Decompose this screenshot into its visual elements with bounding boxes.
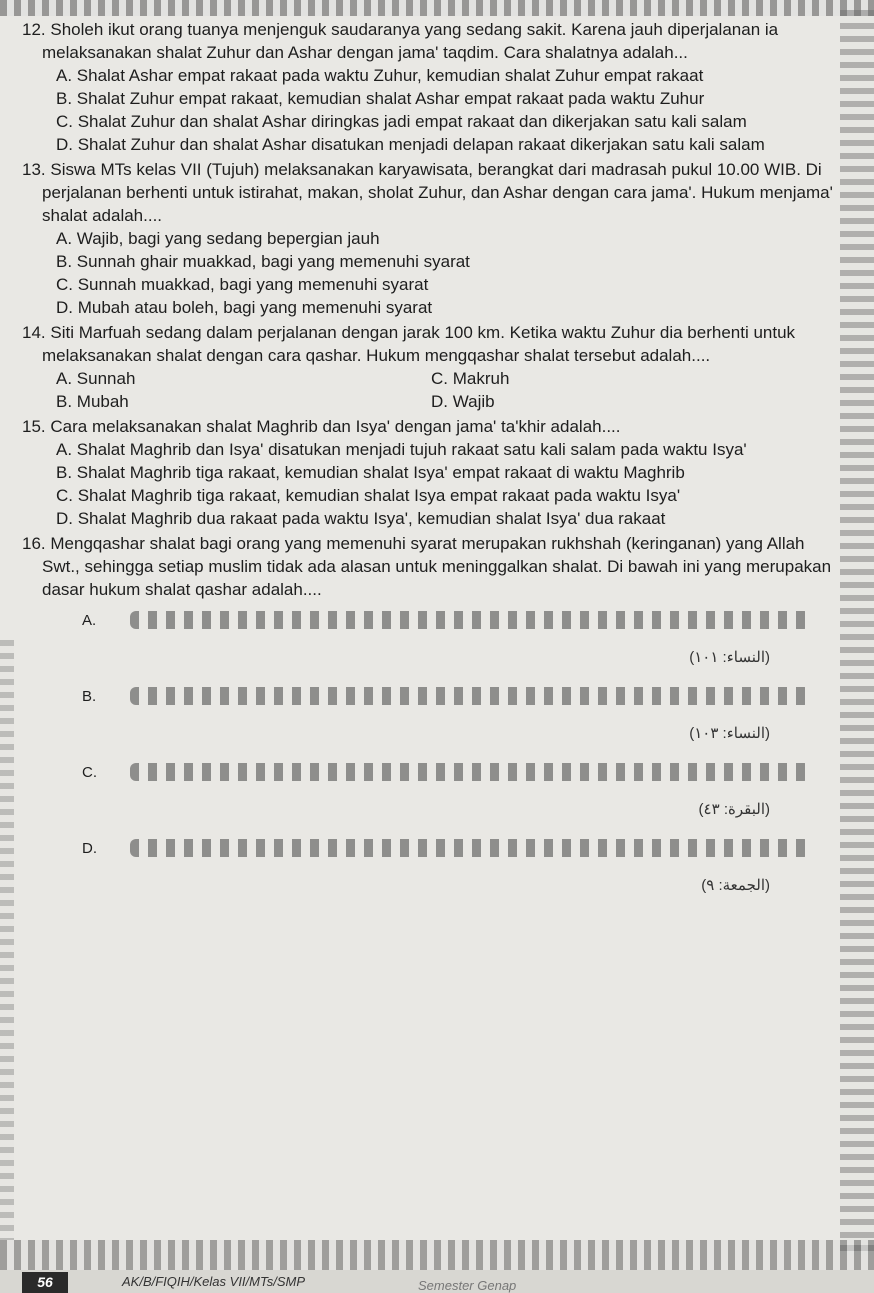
question-text: 15. Cara melaksanakan shalat Maghrib dan Isya' dengan jama' ta'khir adalah.... xyxy=(22,417,621,436)
option-d[interactable]: D. Wajib xyxy=(431,392,495,411)
question-text: 12. Sholeh ikut orang tuanya menjenguk saudaranya yang sedang sakit. Karena jauh diperjalanan ia melaksanakan shalat Zuhur dan Ashar dengan jama' taqdim. Cara shalatnya adalah... xyxy=(22,20,779,62)
option-row xyxy=(22,390,840,413)
question-16 xyxy=(22,532,840,905)
option-c[interactable]: C. Sunnah muakkad, bagi yang memenuhi syarat xyxy=(56,275,429,294)
question-12 xyxy=(22,18,840,156)
option-a[interactable]: A. Sunnah xyxy=(56,369,136,388)
question-text: 16. Mengqashar shalat bagi orang yang memenuhi syarat merupakan rukhshah (keringanan) yang Allah Swt., sehingga setiap muslim tidak ada alasan untuk meninggalkan shalat. Di bawah ini yang merupakan dasar hukum shalat qashar adalah.... xyxy=(22,534,832,599)
verse-reference: (الجمعة: ٩) xyxy=(701,877,770,894)
option-c[interactable]: C. Shalat Maghrib tiga rakaat, kemudian shalat Isya empat rakaat pada waktu Isya' xyxy=(56,486,681,505)
verse-reference: (النساء: ١٠١) xyxy=(689,649,770,666)
option-b[interactable]: B. Shalat Maghrib tiga rakaat, kemudian shalat Isya' empat rakaat di waktu Maghrib xyxy=(56,463,685,482)
option-b[interactable]: B. Sunnah ghair muakkad, bagi yang memenuhi syarat xyxy=(56,252,470,271)
footer-semester: Semester Genap xyxy=(418,1278,517,1293)
option-d[interactable]: D. Shalat Maghrib dua rakaat pada waktu Isya', kemudian shalat Isya' dua rakaat xyxy=(56,509,666,528)
verse-reference: (البقرة: ٤٣) xyxy=(698,801,770,818)
question-text: 14. Siti Marfuah sedang dalam perjalanan dengan jarak 100 km. Ketika waktu Zuhur dia berhenti untuk melaksanakan shalat dengan cara qashar. Hukum mengqashar shalat tersebut adalah.... xyxy=(22,323,796,365)
option-label: D. xyxy=(82,839,97,857)
page-number: 56 xyxy=(22,1272,68,1293)
option-b[interactable] xyxy=(22,677,840,715)
footer-code: AK/B/FIQIH/Kelas VII/MTs/SMP xyxy=(122,1274,306,1289)
option-d[interactable]: D. Mubah atau boleh, bagi yang memenuhi syarat xyxy=(56,298,433,317)
option-b[interactable]: B. Shalat Zuhur empat rakaat, kemudian shalat Ashar empat rakaat pada waktu Zuhur xyxy=(56,89,705,108)
decorative-border-left xyxy=(0,640,14,1240)
question-15 xyxy=(22,415,840,530)
option-c[interactable] xyxy=(22,753,840,791)
question-13 xyxy=(22,158,840,319)
arabic-verse xyxy=(130,839,810,857)
option-a[interactable]: A. Shalat Maghrib dan Isya' disatukan menjadi tujuh rakaat satu kali salam pada waktu Isya' xyxy=(56,440,747,459)
question-text: 13. Siswa MTs kelas VII (Tujuh) melaksanakan karyawisata, berangkat dari madrasah pukul 10.00 WIB. Di perjalanan berhenti untuk istirahat, makan, sholat Zuhur, dan Ashar dengan cara jama'. Hukum menjama' shalat adalah.... xyxy=(22,160,833,225)
question-14 xyxy=(22,321,840,413)
option-label: C. xyxy=(82,763,97,781)
option-d[interactable] xyxy=(22,829,840,867)
option-d[interactable]: D. Shalat Zuhur dan shalat Ashar disatukan menjadi delapan rakaat dikerjakan satu kali salam xyxy=(56,135,765,154)
question-list xyxy=(22,12,840,907)
option-a[interactable] xyxy=(22,601,840,639)
option-label: B. xyxy=(82,687,97,705)
arabic-verse xyxy=(130,687,810,705)
option-label: A. xyxy=(82,611,97,629)
option-b[interactable]: B. Mubah xyxy=(56,392,129,411)
decorative-border-right xyxy=(840,10,874,1255)
option-c[interactable]: C. Makruh xyxy=(431,369,510,388)
decorative-border-bottom xyxy=(0,1240,874,1270)
option-c[interactable]: C. Shalat Zuhur dan shalat Ashar diringkas jadi empat rakaat dan dikerjakan satu kali salam xyxy=(56,112,747,131)
option-a[interactable]: A. Wajib, bagi yang sedang bepergian jauh xyxy=(56,229,380,248)
verse-reference: (النساء: ١٠٣) xyxy=(689,725,770,742)
arabic-verse xyxy=(130,611,810,629)
arabic-verse xyxy=(130,763,810,781)
option-row xyxy=(22,367,840,390)
option-a[interactable]: A. Shalat Ashar empat rakaat pada waktu Zuhur, kemudian shalat Zuhur empat rakaat xyxy=(56,66,704,85)
